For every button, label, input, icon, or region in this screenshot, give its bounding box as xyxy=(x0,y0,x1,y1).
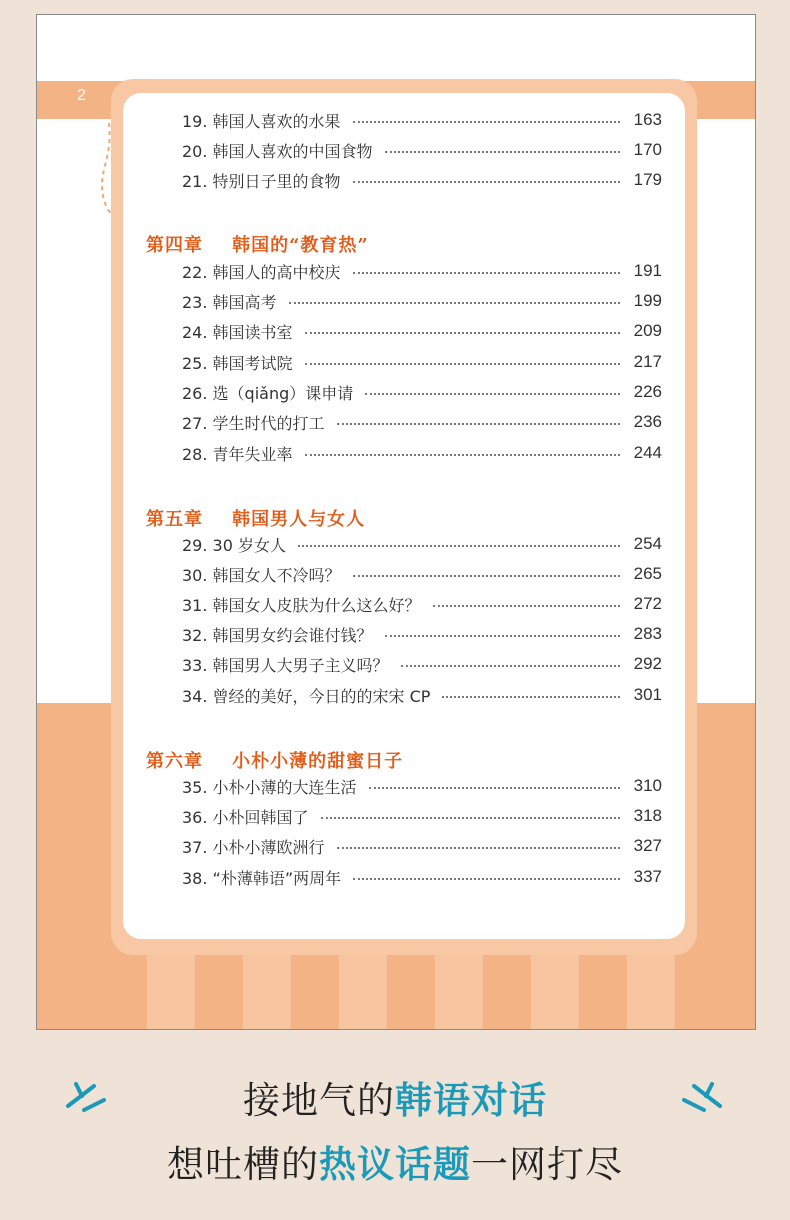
leader-dots xyxy=(369,787,620,789)
entry-page: 272 xyxy=(633,594,662,613)
entry-page: 163 xyxy=(633,110,662,129)
leader-dots xyxy=(305,332,620,334)
entry-title: 25. 韩国考试院 xyxy=(182,353,293,373)
entry-title: 19. 韩国人喜欢的水果 xyxy=(182,111,341,131)
entry-page: 217 xyxy=(633,352,662,371)
slogan-highlight: 韩语对话 xyxy=(395,1078,547,1122)
entry-page: 283 xyxy=(633,624,662,643)
slogan-text: 接地气的 xyxy=(243,1079,395,1122)
leader-dots xyxy=(385,635,620,637)
toc-entry[interactable] xyxy=(182,803,662,829)
leader-dots xyxy=(433,605,620,607)
leader-dots xyxy=(337,847,620,849)
entry-page: 318 xyxy=(633,806,662,825)
page-number: 2 xyxy=(77,87,86,104)
entry-title: 29. 30 岁女人 xyxy=(182,535,286,555)
leader-dots xyxy=(385,151,620,153)
entry-page: 265 xyxy=(633,564,662,583)
leader-dots xyxy=(401,665,620,667)
chapter-heading: 第六章 小朴小薄的甜蜜日子 xyxy=(146,751,404,772)
entry-page: 170 xyxy=(633,140,662,159)
entry-title: 33. 韩国男人大男子主义吗？ xyxy=(182,655,389,675)
slogan-highlight: 热议话题 xyxy=(319,1142,471,1186)
toc-entry[interactable] xyxy=(182,318,662,344)
entry-page: 292 xyxy=(633,654,662,673)
toc-entry[interactable] xyxy=(182,621,662,647)
toc-entry[interactable] xyxy=(182,651,662,677)
toc-entry[interactable] xyxy=(182,561,662,587)
leader-dots xyxy=(305,363,620,365)
toc-entry[interactable] xyxy=(182,409,662,435)
toc-entry[interactable] xyxy=(182,773,662,799)
entry-title: 32. 韩国男女约会谁付钱？ xyxy=(182,625,373,645)
entry-title: 28. 青年失业率 xyxy=(182,444,293,464)
entry-title: 22. 韩国人的高中校庆 xyxy=(182,262,341,282)
toc-entry[interactable] xyxy=(182,349,662,375)
leader-dots xyxy=(353,575,620,577)
toc-entry[interactable] xyxy=(182,440,662,466)
entry-page: 199 xyxy=(633,291,662,310)
entry-title: 35. 小朴小薄的大连生活 xyxy=(182,777,357,797)
chapter-heading: 第四章 韩国的“教育热” xyxy=(146,235,369,256)
leader-dots xyxy=(337,423,620,425)
toc-entry[interactable] xyxy=(182,137,662,163)
leader-dots xyxy=(353,272,620,274)
toc-entry[interactable] xyxy=(182,107,662,133)
entry-title: 37. 小朴小薄欧洲行 xyxy=(182,837,325,857)
entry-page: 236 xyxy=(633,412,662,431)
leader-dots xyxy=(353,181,620,183)
slogan-text: 一网打尽 xyxy=(471,1143,623,1186)
entry-title: 34. 曾经的美好，今日的的宋宋 CP xyxy=(182,686,431,706)
leader-dots xyxy=(353,878,620,880)
entry-page: 244 xyxy=(633,443,662,462)
entry-title: 27. 学生时代的打工 xyxy=(182,413,325,433)
entry-title: 38. “朴薄韩语”两周年 xyxy=(182,868,342,888)
entry-title: 31. 韩国女人皮肤为什么这么好？ xyxy=(182,595,421,615)
chapter-heading: 第五章 韩国男人与女人 xyxy=(146,509,366,530)
entry-page: 226 xyxy=(633,382,662,401)
entry-page: 327 xyxy=(633,836,662,855)
entry-page: 254 xyxy=(633,534,662,553)
toc-entry[interactable] xyxy=(182,833,662,859)
entry-title: 24. 韩国读书室 xyxy=(182,322,293,342)
toc-entry[interactable] xyxy=(182,531,662,557)
toc-entry[interactable] xyxy=(182,379,662,405)
slogan-text: 想吐槽的 xyxy=(167,1143,319,1186)
toc-entry[interactable] xyxy=(182,591,662,617)
toc-entry[interactable] xyxy=(182,258,662,284)
toc-entry[interactable] xyxy=(182,288,662,314)
entry-title: 26. 选（qiǎng）课申请 xyxy=(182,383,354,403)
entry-title: 30. 韩国女人不冷吗？ xyxy=(182,565,341,585)
leader-dots xyxy=(289,302,620,304)
slogan-line-1 xyxy=(0,1070,790,1124)
entry-page: 179 xyxy=(633,170,662,189)
entry-title: 23. 韩国高考 xyxy=(182,292,277,312)
leader-dots xyxy=(298,545,620,547)
entry-page: 191 xyxy=(633,261,662,280)
leader-dots xyxy=(365,393,619,395)
leader-dots xyxy=(353,121,620,123)
toc-entry[interactable] xyxy=(182,864,662,890)
toc-entry[interactable] xyxy=(182,167,662,193)
entry-title: 21. 特别日子里的食物 xyxy=(182,171,341,191)
entry-page: 209 xyxy=(633,321,662,340)
entry-title: 36. 小朴回韩国了 xyxy=(182,807,309,827)
entry-page: 301 xyxy=(633,685,662,704)
entry-title: 20. 韩国人喜欢的中国食物 xyxy=(182,141,373,161)
entry-page: 310 xyxy=(633,776,662,795)
entry-page: 337 xyxy=(633,867,662,886)
leader-dots xyxy=(442,696,619,698)
leader-dots xyxy=(321,817,620,819)
toc-entry[interactable] xyxy=(182,682,662,708)
slogan-line-2 xyxy=(0,1134,790,1188)
leader-dots xyxy=(305,454,620,456)
